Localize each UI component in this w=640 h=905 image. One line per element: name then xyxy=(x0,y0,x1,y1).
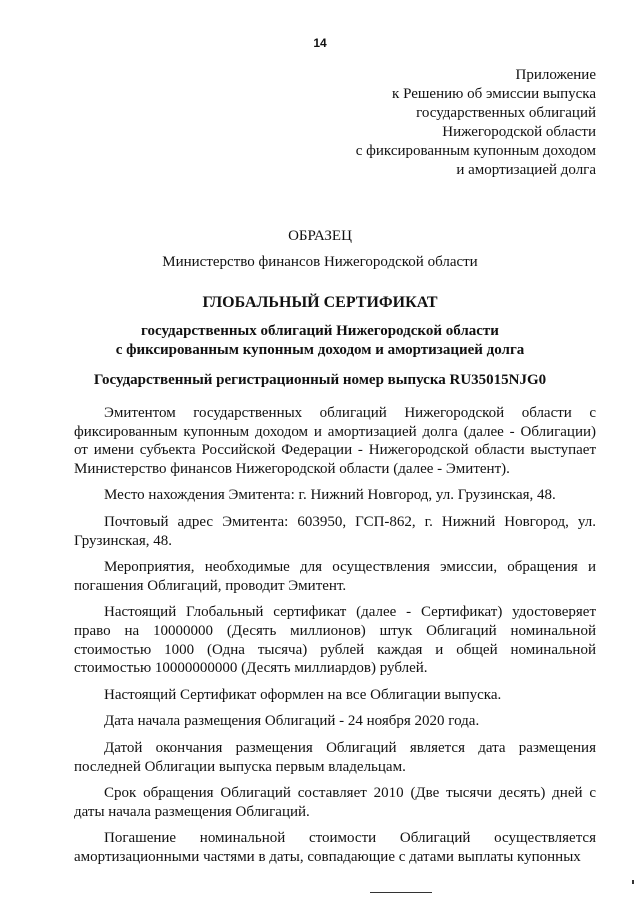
footer-divider xyxy=(370,892,432,893)
paragraph-location: Место нахождения Эмитента: г. Нижний Новгород, ул. Грузинская, 48. xyxy=(104,487,556,504)
paragraph-postal-address: Почтовый адрес Эмитента: 603950, ГСП-862, г. Нижний Новгород, ул. Грузинская, 48. xyxy=(74,513,596,549)
scan-mark xyxy=(632,880,634,884)
paragraph-certificate-rights: Настоящий Глобальный сертификат (далее - Сертификат) удостоверяет право на 10000000 (Десять миллионов) штук Облигаций номинальной стоимостью 1000 (Одна тысяча) рублей каждая и общей номинальной стоимостью 10000000000 (Десять миллиардов) рублей. xyxy=(74,604,596,677)
paragraph-redemption: Погашение номинальной стоимости Облигаций осуществляется амортизационными частями в даты, совпадающие с датами выплаты купонных xyxy=(74,830,596,865)
certificate-subtitle-line: с фиксированным купонным доходом и амортизацией долга xyxy=(115,342,525,358)
appendix-line: с фиксированным купонным доходом xyxy=(355,143,596,159)
certificate-title: ГЛОБАЛЬНЫЙ СЕРТИФИКАТ xyxy=(202,294,438,311)
registration-number: Государственный регистрационный номер выпуска RU35015NJG0 xyxy=(93,372,547,388)
appendix-line: государственных облигаций xyxy=(416,105,596,121)
appendix-block xyxy=(356,66,596,180)
appendix-line: к Решению об эмиссии выпуска xyxy=(392,86,596,102)
certificate-subtitle-line: государственных облигаций Нижегородской области xyxy=(141,323,499,339)
appendix-line: Нижегородской области xyxy=(442,124,596,140)
appendix-line: Приложение xyxy=(515,67,596,83)
sample-label: ОБРАЗЕЦ xyxy=(288,228,352,244)
document-body xyxy=(74,404,596,874)
appendix-line: и амортизацией долга xyxy=(456,162,596,178)
page-number: 14 xyxy=(313,36,327,50)
paragraph-issuer: Эмитентом государственных облигаций Нижегородской области с фиксированным купонным доходом и амортизацией долга (далее - Облигации) от имени субъекта Российской Федерации - Нижегородской области выступает Министерство финансов Нижегородской области (далее - Эмитент). xyxy=(74,405,596,477)
paragraph-placement-start: Дата начала размещения Облигаций - 24 ноября 2020 года. xyxy=(104,713,480,730)
paragraph-activities: Мероприятия, необходимые для осуществления эмиссии, обращения и погашения Облигаций, проводит Эмитент. xyxy=(74,559,596,594)
paragraph-circulation-term: Срок обращения Облигаций составляет 2010 (Две тысячи десять) дней с даты начала размещения Облигаций. xyxy=(74,785,596,820)
paragraph-certificate-scope: Настоящий Сертификат оформлен на все Облигации выпуска. xyxy=(104,686,502,703)
ministry-name: Министерство финансов Нижегородской области xyxy=(162,254,478,270)
certificate-subtitle xyxy=(0,322,640,360)
paragraph-placement-end: Датой окончания размещения Облигаций является дата размещения последней Облигации выпуска первым владельцам. xyxy=(74,739,596,775)
